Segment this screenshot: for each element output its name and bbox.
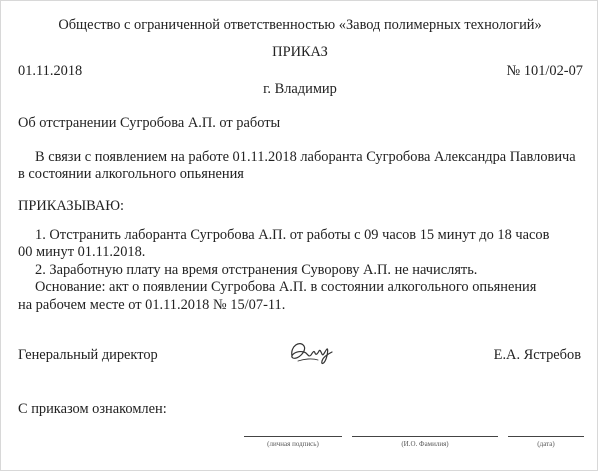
item-1-line-1: 1. Отстранить лаборанта Сугробова А.П. от работы с 09 часов 15 минут до 18 часов xyxy=(35,227,550,243)
preamble-line-2: в состоянии алкогольного опьянения xyxy=(18,166,244,182)
signature-line-caption: (личная подпись) xyxy=(267,440,319,448)
date-line-caption: (дата) xyxy=(537,440,555,448)
signature-position: Генеральный директор xyxy=(18,347,158,363)
order-word: ПРИКАЗЫВАЮ: xyxy=(18,198,125,214)
item-1-line-2: 00 минут 01.11.2018. xyxy=(18,244,146,260)
signature-line xyxy=(244,436,342,437)
basis-line-1: Основание: акт о появлении Сугробова А.П. в состоянии алкогольного опьянения xyxy=(35,279,537,295)
order-date: 01.11.2018 xyxy=(18,63,83,79)
signature-name: Е.А. Ястребов xyxy=(493,347,581,363)
organization-name: Общество с ограниченной ответственностью «Завод полимерных технологий» xyxy=(58,17,542,33)
acquaintance-label: С приказом ознакомлен: xyxy=(18,401,167,417)
document-type: ПРИКАЗ xyxy=(272,44,328,60)
preamble-line-1: В связи с появлением на работе 01.11.2018 лаборанта Сугробова Александра Павловича xyxy=(35,149,576,165)
order-subject: Об отстранении Сугробова А.П. от работы xyxy=(18,115,281,131)
basis-line-2: на рабочем месте от 01.11.2018 № 15/07-11. xyxy=(18,297,286,313)
order-city: г. Владимир xyxy=(263,81,337,97)
name-line-caption: (И.О. Фамилия) xyxy=(401,440,449,448)
handwritten-signature xyxy=(284,334,336,370)
name-line xyxy=(352,436,498,437)
order-number: № 101/02-07 xyxy=(506,63,583,79)
date-line xyxy=(508,436,584,437)
item-2: 2. Заработную плату на время отстранения Суворову А.П. не начислять. xyxy=(35,262,478,278)
